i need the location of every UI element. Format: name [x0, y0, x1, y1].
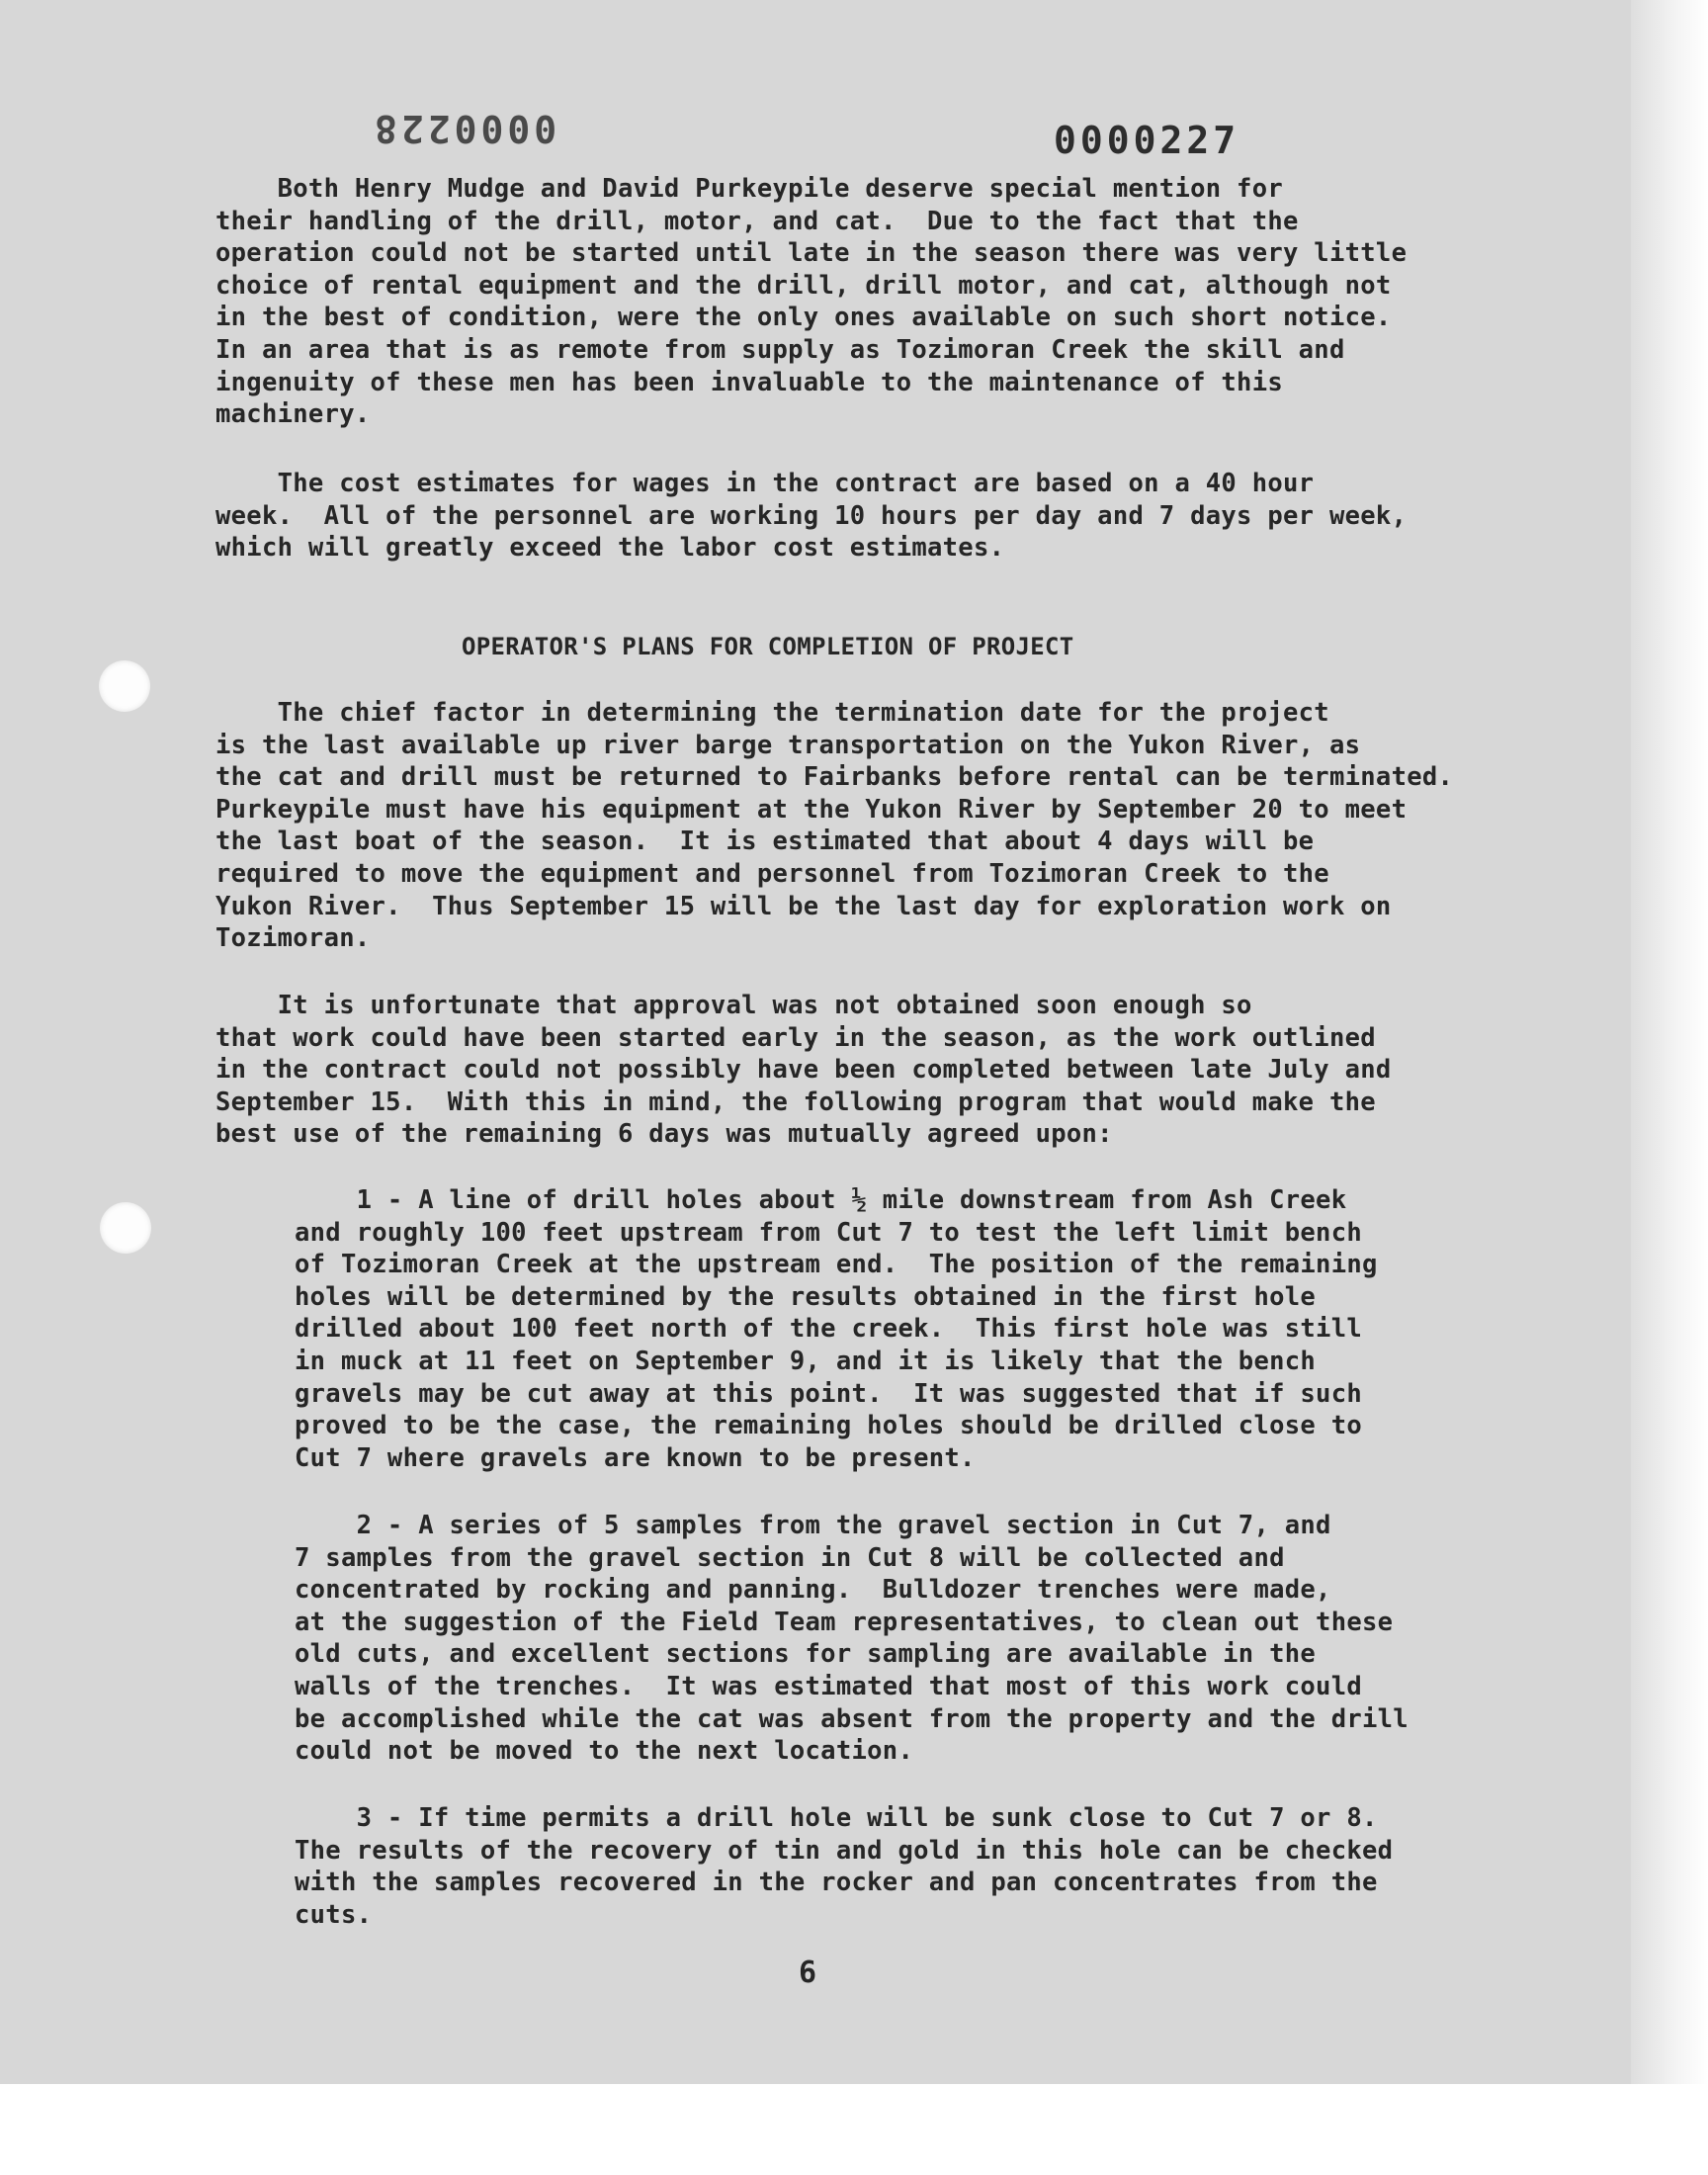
paragraph-program-intro: It is unfortunate that approval was not obtained soon enough so that work could have been started early in the season, as the work outlined in the contract could not possibly have been completed between late July and September 15. With this in mind, the following program that would make the best use of the remaining 6 days was mutually agreed upon:	[215, 991, 1392, 1150]
paragraph-personnel-mention: Both Henry Mudge and David Purkeypile deserve special mention for their handling of the drill, motor, and cat. Due to the fact that the operation could not be started until late in the season there was very little choice of rental equipment and the drill, drill motor, and cat, although not in the best of condition, were the only ones available on such short notice. In an area that is as remote from supply as Tozimoran Creek the skill and ingenuity of these men has been invaluable to the maintenance of this machinery.	[215, 174, 1408, 430]
stamp-number: 0000227	[1054, 119, 1240, 162]
scan-margin	[1631, 0, 1708, 2084]
mirrored-stamp-number: 0000228	[371, 107, 557, 150]
paragraph-termination-date: The chief factor in determining the termination date for the project is the last available up river barge transportation on the Yukon River, as the cat and drill must be returned to Fairbanks before rental can be terminated. Purkeypile must have his equipment at the Yukon River by September 20 to meet the last boat of the season. It is estimated that about 4 days will be required to move the equipment and personnel from Tozimoran Creek to the Yukon River. Thus September 15 will be the last day for exploration work on Tozimoran.	[215, 698, 1454, 954]
program-item-1: 1 - A line of drill holes about ½ mile downstream from Ash Creek and roughly 100 feet upstream from Cut 7 to test the left limit bench of Tozimoran Creek at the upstream end. The position of the remaining holes will be determined by the results obtained in the first hole drilled about 100 feet north of the creek. This first hole was still in muck at 11 feet on September 9, and it is likely that the bench gravels may be cut away at this point. It was suggested that if such proved to be the case, the remaining holes should be drilled close to Cut 7 where gravels are known to be present.	[295, 1185, 1378, 1473]
punch-hole	[100, 1202, 151, 1254]
paragraph-cost-estimates: The cost estimates for wages in the contract are based on a 40 hour week. All of the personnel are working 10 hours per day and 7 days per week, which will greatly exceed the labor cost estimates.	[215, 469, 1408, 564]
section-heading: OPERATOR'S PLANS FOR COMPLETION OF PROJECT	[462, 633, 1074, 660]
page-number: 6	[799, 1956, 817, 1990]
program-item-3: 3 - If time permits a drill hole will be sunk close to Cut 7 or 8. The results of the recovery of tin and gold in this hole can be checked with the samples recovered in the rocker and pan concentrates from the cuts.	[295, 1803, 1394, 1930]
punch-hole	[99, 660, 150, 712]
program-item-2: 2 - A series of 5 samples from the gravel section in Cut 7, and 7 samples from the gravel section in Cut 8 will be collected and concentrated by rocking and panning. Bulldozer trenches were made, at the suggestion of the Field Team representatives, to clean out these old cuts, and excellent sections for sampling are available in the walls of the trenches. It was estimated that most of this work could be accomplished while the cat was absent from the property and the drill could not be moved to the next location.	[295, 1511, 1409, 1767]
